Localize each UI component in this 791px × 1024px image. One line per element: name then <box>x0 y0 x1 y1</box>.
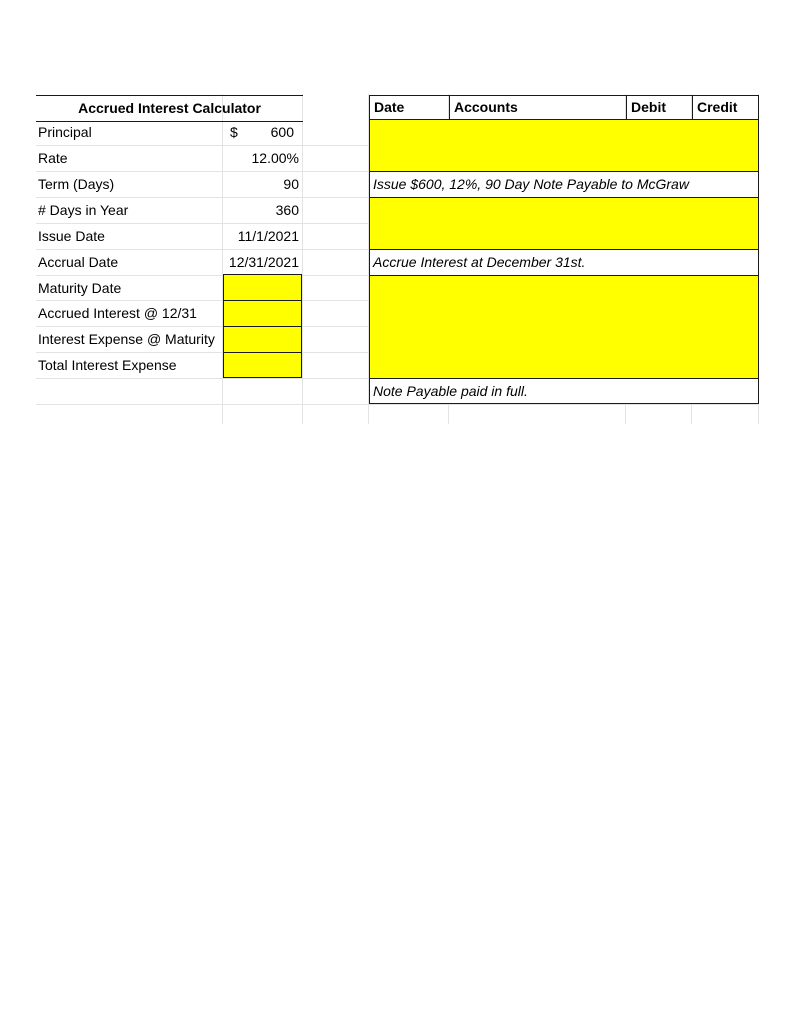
label-days-in-year: # Days in Year <box>38 202 129 218</box>
journal-note-paid: Note Payable paid in full. <box>369 378 759 404</box>
journal-header-accounts: Accounts <box>449 95 626 120</box>
journal-header-date: Date <box>369 95 449 120</box>
interest-expense-maturity-input[interactable] <box>223 326 302 353</box>
label-principal: Principal <box>38 124 92 140</box>
maturity-date-input[interactable] <box>223 274 302 301</box>
total-interest-expense-input[interactable] <box>223 352 302 378</box>
label-accrual-date: Accrual Date <box>38 254 119 270</box>
rate-value[interactable]: 12.00% <box>251 150 299 166</box>
accrued-interest-input[interactable] <box>223 300 302 327</box>
principal-value[interactable]: 600 <box>270 124 294 140</box>
accrual-date-value[interactable]: 12/31/2021 <box>228 254 299 270</box>
journal-note-issue: Issue $600, 12%, 90 Day Note Payable to McGraw <box>369 171 759 198</box>
journal-entry-payment-input[interactable] <box>369 275 759 379</box>
label-total-interest-expense: Total Interest Expense <box>38 357 177 373</box>
calculator-title: Accrued Interest Calculator <box>36 95 303 122</box>
journal-entry-accrual-input[interactable] <box>369 197 759 250</box>
spreadsheet <box>0 0 791 430</box>
gridline <box>36 404 758 405</box>
issue-date-value[interactable]: 11/1/2021 <box>237 228 299 244</box>
journal-entry-issue-input[interactable] <box>369 119 759 172</box>
label-rate: Rate <box>38 150 68 166</box>
journal-header-debit: Debit <box>626 95 692 120</box>
currency-symbol: $ <box>230 124 238 140</box>
label-interest-expense-maturity: Interest Expense @ Maturity <box>38 331 215 347</box>
gridline <box>302 94 303 424</box>
journal-header-credit: Credit <box>692 95 759 120</box>
label-accrued-interest: Accrued Interest @ 12/31 <box>38 305 197 321</box>
term-value[interactable]: 90 <box>283 176 299 192</box>
days-in-year-value[interactable]: 360 <box>275 202 299 218</box>
label-issue-date: Issue Date <box>38 228 105 244</box>
label-term: Term (Days) <box>38 176 115 192</box>
journal-note-accrue: Accrue Interest at December 31st. <box>369 249 759 276</box>
label-maturity-date: Maturity Date <box>38 280 122 296</box>
